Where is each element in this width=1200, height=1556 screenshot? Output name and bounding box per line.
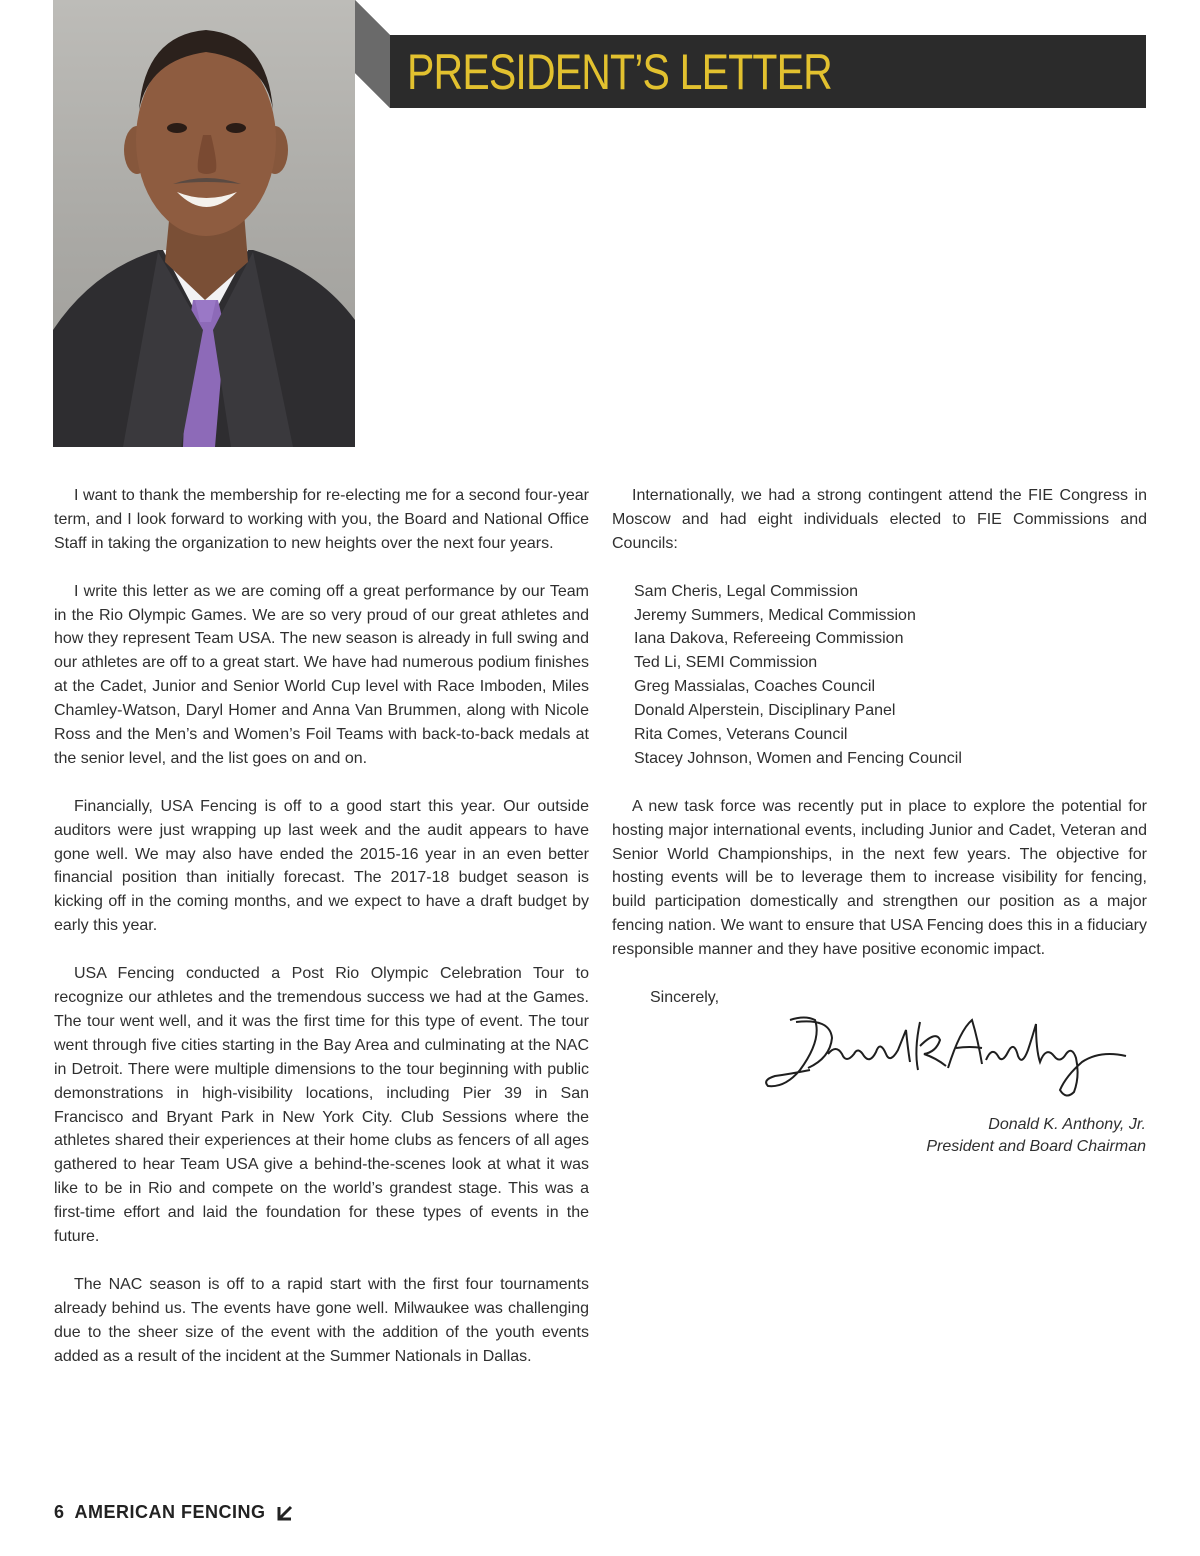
paragraph: USA Fencing conducted a Post Rio Olympic Celebration Tour to recognize our athletes and the tremendous success we had at the Games. The tour went well, and it was the first time for this type of event. The tour went through five cities starting in the Bay Area and culminating at the NAC in Detroit. There were multiple dimensions to the tour beginning with public demonstrations in high-visibility locations, including Pier 39 in San Francisco and Bryant Park in New York City. Club Sessions where the athletes shared their experiences at their home clubs as fencers of all ages gathered to hear Team USA give a behind-the-scenes look at what it was like to be in Rio and compete on the world’s grandest stage. This was a first-time effort and laid the foundation for these types of events in the future. <box>54 965 589 1246</box>
list-item: Iana Dakova, Refereeing Commission <box>634 630 904 648</box>
paragraph: Financially, USA Fencing is off to a good start this year. Our outside auditors were just wrapping up last week and the audit appears to have gone well. We may also have ended the 2015-16 year in an even better financial position than initially forecast. The 2017-18 budget season is kicking off in the coming months, and we expect to have a draft budget by early this year. <box>54 797 589 935</box>
sincerely: Sincerely, <box>650 988 720 1006</box>
commission-list <box>612 580 1147 771</box>
signature <box>760 1010 1130 1102</box>
intro-paragraph: Internationally, we had a strong contingent attend the FIE Congress in Moscow and had eight individuals elected to FIE Commissions and Councils: <box>612 487 1147 552</box>
paragraph: The NAC season is off to a rapid start with the first four tournaments already behind us. The events have gone well. Milwaukee was challenging due to the sheer size of the event with the addition of the youth events added as a result of the incident at the Summer Nationals in Dallas. <box>54 1275 589 1365</box>
list-item: Ted Li, SEMI Commission <box>634 654 818 672</box>
signer-block <box>926 1114 1146 1157</box>
arrow-down-left-icon <box>276 1504 294 1522</box>
signer-name: Donald K. Anthony, Jr. <box>988 1116 1146 1133</box>
page-footer <box>54 1502 294 1523</box>
list-item: Sam Cheris, Legal Commission <box>634 582 859 600</box>
signer-title: President and Board Chairman <box>926 1137 1146 1155</box>
president-portrait <box>53 0 355 447</box>
paragraph: I write this letter as we are coming off a great performance by our Team in the Rio Olympic Games. We are so very proud of our great athletes and how they represent Team USA. The new season is already in full swing and our athletes are off to a great start. We have had numerous podium finishes at the Cadet, Junior and Senior World Cup level with Race Imboden, Miles Chamley-Watson, Daryl Homer and Anna Van Brummen, along with Nicole Ross and the Men’s and Women’s Foil Teams with back-to-back medals at the senior level, and the list goes on and on. <box>54 582 589 767</box>
publication-name: AMERICAN FENCING <box>74 1502 266 1522</box>
page-number: 6 <box>54 1502 65 1522</box>
title-banner <box>355 0 1146 110</box>
left-column <box>54 484 589 1392</box>
right-column <box>612 484 1147 1034</box>
list-item: Rita Comes, Veterans Council <box>634 726 848 744</box>
closing-paragraph: A new task force was recently put in place to explore the potential for hosting major international events, including Junior and Cadet, Veteran and Senior World Championships, in the next few years. The objective for hosting events will be to leverage them to increase visibility for fencing, build participation domestically and strengthen our position as a major fencing nation. We want to ensure that USA Fencing does this in a fiduciary responsible manner and they have positive economic impact. <box>612 797 1147 959</box>
list-item: Greg Massialas, Coaches Council <box>634 678 875 696</box>
paragraph: I want to thank the membership for re-electing me for a second four-year term, and I look forward to working with you, the Board and National Office Staff in taking the organization to new heights over the next four years. <box>54 487 589 552</box>
list-item: Donald Alperstein, Disciplinary Panel <box>634 702 896 720</box>
list-item: Stacey Johnson, Women and Fencing Council <box>634 749 962 767</box>
page-title: PRESIDENT’S LETTER <box>407 44 832 100</box>
list-item: Jeremy Summers, Medical Commission <box>634 606 916 624</box>
portrait-illustration <box>53 0 355 447</box>
